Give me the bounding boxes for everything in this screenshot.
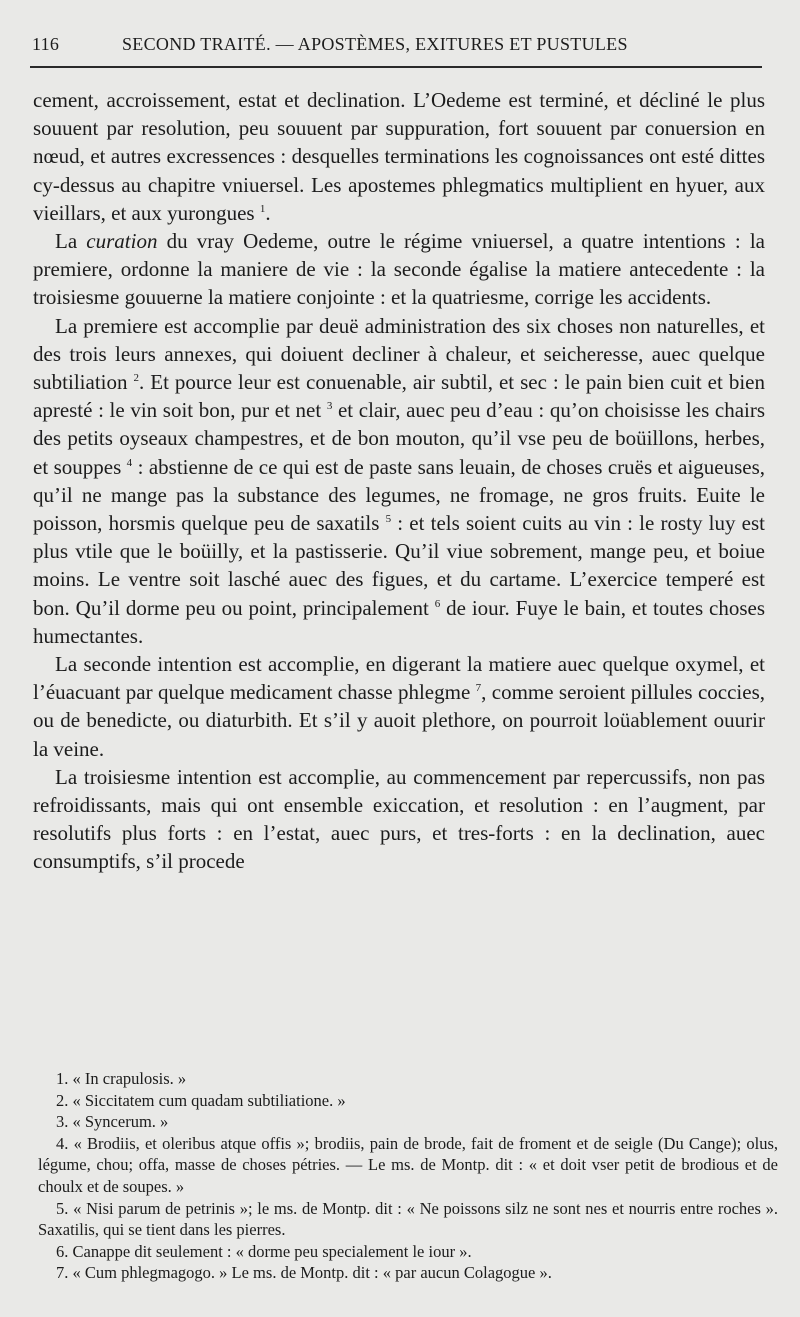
paragraph: cement, accroissement, estat et declination. L’Oedeme est terminé, et décliné le plus souuent par resolution, peu souuent par suppuration, fort souuent par conuersion en nœud, et autres excressences : desquelles terminations les cognoissances ont esté dittes cy-dessus au chapitre vniuersel. Les apostemes phlegmatics multiplient en hyuer, aux vieillars, et aux yurongues $^1$. [33,88,765,225]
footnote-ref: 5 [385,513,392,526]
footnote: 2. « Siccitatem cum quadam subtiliatione. » [56,1090,346,1110]
paragraph: La seconde intention est accomplie, en digerant la matiere auec quelque oxymel, et l’éuacuant par quelque medicament chasse phlegme $^7$, comme seroient pillules coccies, ou de benedicte, ou diaturbith. Et s’il y auoit plethore, on pourroit loüablement ouurir la veine. [33,652,765,761]
footnote: 7. « Cum phlegmagogo. » Le ms. de Montp. dit : « par aucun Colagogue ». [56,1263,552,1283]
page-number: 116 [32,34,60,54]
footnote: 4. « Brodiis, et oleribus atque offis »; brodiis, pain de brode, fait de froment et de seigle (Du Cange); olus, légume, chou; offa, masse de choses pétries. — Le ms. de Montp. dit : « et doit vser petit de brodious et de choulx et de soupes. » [38,1133,778,1196]
footnote: 6. Canappe dit seulement : « dorme peu specialement le iour ». [56,1241,472,1261]
footnote-ref: 4 [126,456,133,469]
footnote: 5. « Nisi parum de petrinis »; le ms. de Montp. dit : « Ne poissons silz ne sont nes et nourris entre roches ». Saxatilis, qui se tient dans les pierres. [38,1198,778,1240]
paragraph: La premiere est accomplie par deuë administration des six choses non naturelles, et des trois leurs annexes, qui doiuent decliner à chaleur, et seicheresse, auec quelque subtiliation $^2$. Et pource leur est conuenable, air subtil, et sec : le pain bien cuit et bien apresté : le vin soit bon, pur et net $^3$ et clair, auec peu d’eau : qu’on choisisse les chairs des petits oyseaux champestres, et de bon mouton, qu’il vse peu de boüillons, herbes, et souppes $^4$ : abstienne de ce qui est de paste sans leuain, de choses cruës et aigueuses, qu’il ne mange pas la substance des legumes, ne fromage, ne gros fruits. Euite le poisson, horsmis quelque peu de saxatils $^5$ : et tels soient cuits au vin : le rosty luy est plus vtile que le boüilly, et la pastisserie. Qu’il viue sobrement, mange peu, et boiue moins. Le ventre soit lasché auec des figues, et du cartame. L’exercice temperé est bon. Qu’il dorme peu ou point, principalement $^6$ de iour. Fuye le bain, et toutes choses humectantes. [33,313,766,648]
footnote: 1. « In crapulosis. » [56,1069,187,1088]
footnote: 3. « Syncerum. » [56,1112,169,1132]
footnote-ref: 2 [133,372,139,385]
emphasis: curation [86,229,158,254]
footnote-ref: 1 [259,202,266,215]
header-rule [30,66,762,68]
page-header [32,30,762,58]
footnote-ref: 6 [434,597,441,610]
footnote-ref: 3 [326,400,333,413]
footnote-ref: 7 [475,682,482,695]
paragraph: La troisiesme intention est accomplie, au commencement par repercussifs, non pas refroidissants, mais qui ont ensemble exiccation, et resolution : en l’augment, par resolutifs plus forts : en l’estat, auec purs, et tres-forts : en la declination, auec consumptifs, s’il procede [33,764,765,874]
paragraph: La curation du vray Oedeme, outre le régime vniuersel, a quatre intentions : la premiere, ordonne la maniere de vie : la seconde égalise la matiere antecedente : la troisiesme gouuerne la matiere conjointe : et la quatriesme, corrige les accidents. [33,229,765,310]
footnotes [38,1068,778,1284]
running-title: SECOND TRAITÉ. — APOSTÈMES, EXITURES ET PUSTULES [122,34,628,54]
main-text [33,86,765,876]
